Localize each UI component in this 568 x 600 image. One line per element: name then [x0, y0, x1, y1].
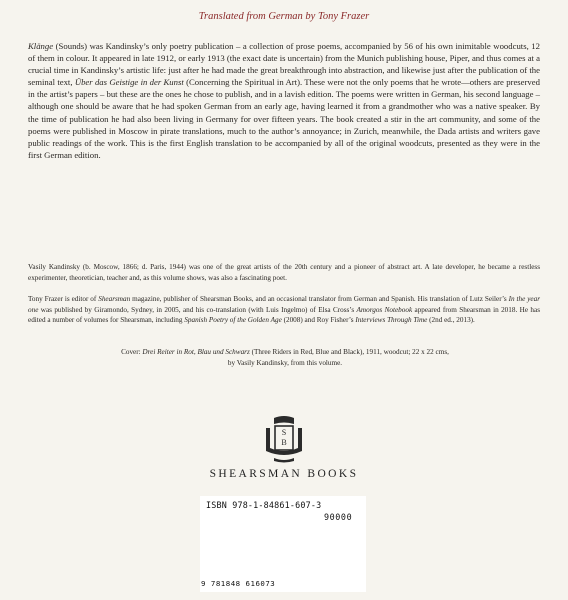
svg-text:S: S: [281, 428, 287, 437]
cover-artwork-title: Drei Reiter in Rot, Blau und Schwarz: [142, 348, 250, 356]
description-part-2: (Concerning the Spiritual in Art). These were not the only poems that he wrote—others are preserved in the artist’s papers – but these are the ones he chose to publish, and in a lavish edition. The poems were written in German, his second language – although one should be aware that he had spoken German from an early age, having learned it from a grandmother who was a native speaker. By the time of publication he had also been living in Germany for over fifteen years. The book created a stir in the art community, and some of the poems were published in Moscow in pirate translations, much to the author’s annoyance; in Zurich, meanwhile, the Dada artists and writers gave public readings of the work. This is the first English translation to be accompanied by all of the original woodcuts, presented as they were in the first German edition.: [28, 77, 540, 160]
translator-bio: Tony Frazer is editor of Shearsman magazine, publisher of Shearsman Books, and an occasional translator from German and Spanish. His translation of Lutz Seiler’s In the year one was published by Giramondo, Sydney, in 2005, and his co-translation (with Luis Ingelmo) of Elsa Cross’s Amorgos Notebook appeared from Shearsman in 2018. He has edited a number of volumes for Shearsman, including Spanish Poetry of the Golden Age (2008) and Roy Fisher’s Interviews Through Time (2nd ed., 2013).: [28, 295, 540, 325]
barcode-panel: [200, 496, 366, 592]
ean-digits: 9 781848 616073: [201, 579, 276, 588]
ean-barcode: [206, 514, 314, 580]
description-part-1: (Sounds) was Kandinsky’s only poetry publication – a collection of prose poems, accompanied by 56 of his own inimitable woodcuts, 12 of them in colour. It appeared in late 1912, or early 1913 (the exact date is uncertain) from the Munich publishing house, Piper, and thus comes at a crucial time in Kandinsky’s artistic life: just after he had made the great breakthrough into abstraction, and likewise just after the publication of the seminal text,: [28, 41, 540, 88]
addon-barcode: [320, 524, 360, 580]
book-description: [28, 40, 540, 161]
seminal-text-title: Über das Geistige in der Kunst: [74, 77, 184, 88]
price-addon-digits: 90000: [324, 512, 353, 522]
isbn-number: ISBN 978-1-84861-607-3: [206, 500, 322, 510]
author-bio: Vasily Kandinsky (b. Moscow, 1866; d. Paris, 1944) was one of the great artists of the 20th century and a pioneer of abstract art. A late developer, he became a restless experimenter, theoretician, teacher and, as this volume shows, was also a fascinating poet.: [28, 263, 540, 282]
translator-heading: Translated from German by Tony Frazer: [198, 11, 370, 22]
publisher-imprint: SHEARSMAN BOOKS: [209, 468, 359, 480]
svg-text:B: B: [281, 438, 287, 447]
book-title: Klänge: [28, 41, 54, 51]
cover-credit: Cover: Drei Reiter in Rot, Blau und Schwarz (Three Riders in Red, Blue and Black), 1911, woodcut; 22 x 22 cms, by Vasily Kandinsky, from this volume.: [121, 348, 449, 367]
shearsman-logo-icon: [260, 414, 308, 464]
